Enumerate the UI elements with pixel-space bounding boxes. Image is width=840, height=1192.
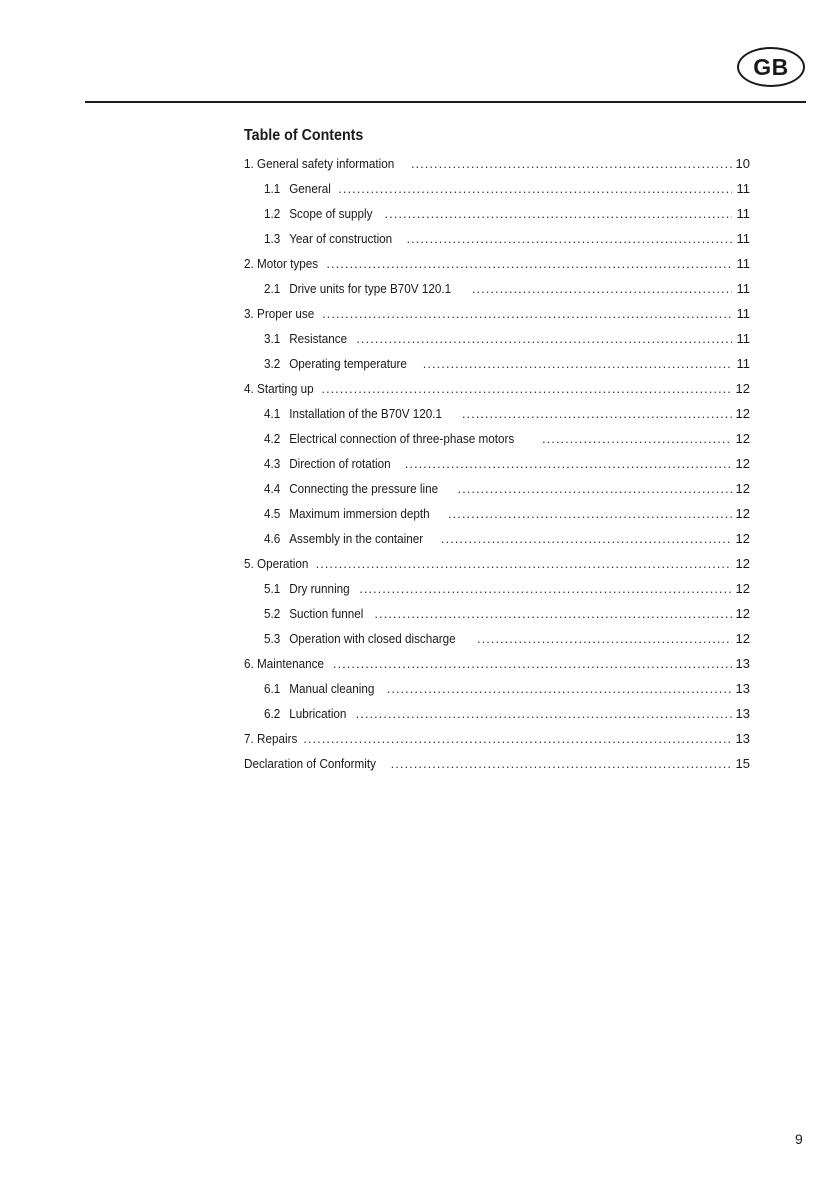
toc-entry[interactable] [244,404,750,429]
toc-entry-label [264,604,363,624]
toc-dot-leader [462,404,732,424]
toc-dot-leader [391,754,732,774]
toc-entry-page: 12 [735,556,750,571]
toc-dot-leader [387,679,732,699]
toc-entry-number: 4.6 [264,531,281,546]
toc-dot-leader [326,254,732,274]
toc-entry-number: 6.1 [264,681,281,696]
toc-entry[interactable] [244,579,750,604]
toc-dot-leader [356,329,732,349]
toc-entry-number: 7. [244,731,254,746]
toc-entry[interactable] [244,204,750,229]
toc-entry-text: Scope of supply [289,206,373,221]
toc-entry-label [264,454,391,474]
toc-entry-number: 4.3 [264,456,281,471]
toc-entry-page: 11 [736,356,750,371]
toc-entry-label [264,479,438,499]
toc-entry-page: 11 [736,306,750,321]
toc-entry-page: 15 [735,756,750,771]
toc-entry-page: 12 [735,606,750,621]
toc-entry-page: 13 [735,656,750,671]
toc-entry-text: Electrical connection of three-phase motors [289,431,515,446]
toc-dot-leader [477,629,732,649]
toc-entry[interactable] [244,604,750,629]
toc-entry-text: Connecting the pressure line [289,481,439,496]
toc-entry-text: Year of construction [289,231,393,246]
toc-entry-number: 4.2 [264,431,281,446]
toc-entry-label [244,379,314,399]
toc-entry[interactable] [244,154,750,179]
toc-entry[interactable] [244,254,750,279]
toc-dot-leader [441,529,732,549]
toc-entry-text: General [289,181,331,196]
toc-entry-text: Starting up [257,381,314,396]
toc-entry-label [264,179,331,199]
toc-dot-leader [423,354,732,374]
toc-entry-label [264,629,456,649]
toc-entry-page: 11 [736,256,750,271]
toc-dot-leader [359,579,732,599]
toc-entry[interactable] [244,479,750,504]
toc-dot-leader [472,279,732,299]
toc-entry-label [264,704,346,724]
toc-entry-text: Suction funnel [289,606,364,621]
toc-entry-label [264,579,350,599]
toc-dot-leader [356,704,732,724]
toc-entry-page: 12 [735,581,750,596]
toc-entry-page: 13 [735,706,750,721]
toc-entry[interactable] [244,454,750,479]
toc-entry-page: 12 [735,431,750,446]
toc-entry-text: Lubrication [289,706,347,721]
toc-entry-text: Motor types [257,256,319,271]
toc-entry-label [264,529,423,549]
toc-entry-label [244,254,318,274]
toc-entry-number: 4.4 [264,481,281,496]
toc-entry-number: 5. [244,556,254,571]
toc-dot-leader [411,154,732,174]
toc-entry-text: Maintenance [257,656,325,671]
toc-entry-number: 2.1 [264,281,281,296]
toc-entry-number: 4. [244,381,254,396]
toc-dot-leader [338,179,732,199]
toc-dot-leader [458,479,733,499]
toc-entry-page: 12 [735,481,750,496]
toc-list [244,154,750,779]
toc-dot-leader [405,454,732,474]
toc-entry-page: 12 [735,531,750,546]
toc-entry-label [264,279,451,299]
header-rule [85,101,806,103]
toc-entry-number: 3.2 [264,356,281,371]
toc-entry-text: Proper use [257,306,315,321]
toc-dot-leader [542,429,732,449]
toc-entry[interactable] [244,379,750,404]
toc-entry-label [264,229,392,249]
toc-entry-text: Dry running [289,581,350,596]
toc-entry[interactable] [244,729,750,754]
toc-entry-page: 11 [736,206,750,221]
toc-dot-leader [316,554,732,574]
toc-entry-number: 1.3 [264,231,281,246]
toc-entry-number: 3.1 [264,331,281,346]
toc-entry-page: 12 [735,506,750,521]
toc-entry-page: 10 [735,156,750,171]
toc-entry-number: 2. [244,256,254,271]
toc-entry-page: 12 [735,406,750,421]
toc-entry-label [244,754,376,774]
toc-dot-leader [448,504,732,524]
toc-entry-label [244,304,314,324]
toc-dot-leader [333,654,732,674]
toc-entry[interactable] [244,304,750,329]
toc-entry-page: 12 [735,456,750,471]
toc-entry-label [264,329,347,349]
toc-entry-page: 13 [735,731,750,746]
toc-title: Table of Contents [244,127,364,144]
toc-entry-text: Operation [257,556,309,571]
language-badge: GB [737,47,805,87]
toc-dot-leader [406,229,732,249]
toc-entry-label [264,679,374,699]
toc-entry-page: 12 [735,631,750,646]
toc-entry-page: 11 [736,331,750,346]
toc-entry-label [244,554,308,574]
toc-entry[interactable] [244,554,750,579]
toc-entry[interactable] [244,354,750,379]
toc-entry-text: Resistance [289,331,348,346]
toc-entry[interactable] [244,679,750,704]
toc-dot-leader [321,379,732,399]
toc-entry-label [264,204,372,224]
page-number: 9 [795,1131,803,1147]
toc-entry-text: Operating temperature [289,356,407,371]
toc-entry-label [264,354,407,374]
toc-entry-page: 11 [736,281,750,296]
toc-entry-number: 5.1 [264,581,281,596]
toc-dot-leader [322,304,732,324]
toc-entry-page: 11 [736,231,750,246]
toc-entry-text: Repairs [257,731,298,746]
toc-entry[interactable] [244,429,750,454]
toc-entry[interactable] [244,279,750,304]
toc-entry-page: 13 [735,681,750,696]
toc-entry[interactable] [244,704,750,729]
toc-entry[interactable] [244,529,750,554]
toc-entry-text: Declaration of Conformity [244,756,377,771]
toc-entry-page: 12 [735,381,750,396]
toc-entry-number: 1. [244,156,254,171]
toc-entry-number: 5.2 [264,606,281,621]
toc-entry[interactable] [244,229,750,254]
toc-dot-leader [374,604,732,624]
toc-dot-leader [385,204,732,224]
toc-entry-label [264,504,430,524]
toc-entry-label [244,154,394,174]
toc-entry-text: Manual cleaning [289,681,375,696]
toc-dot-leader [303,729,732,749]
toc-entry-text: Direction of rotation [289,456,391,471]
toc-entry-text: General safety information [257,156,395,171]
toc-entry-text: Drive units for type B70V 120.1 [289,281,452,296]
toc-entry[interactable] [244,629,750,654]
toc-entry-page: 11 [736,181,750,196]
toc-entry-number: 1.1 [264,181,281,196]
toc-entry[interactable] [244,329,750,354]
toc-entry-number: 5.3 [264,631,281,646]
toc-entry-text: Installation of the B70V 120.1 [289,406,443,421]
toc-entry-text: Maximum immersion depth [289,506,430,521]
toc-entry-text: Operation with closed discharge [289,631,456,646]
toc-entry[interactable] [244,179,750,204]
toc-entry[interactable] [244,754,750,779]
toc-entry[interactable] [244,654,750,679]
toc-entry-number: 6.2 [264,706,281,721]
toc-entry-text: Assembly in the container [289,531,424,546]
toc-entry-label [244,654,324,674]
toc-entry-number: 4.5 [264,506,281,521]
toc-entry-number: 3. [244,306,254,321]
toc-entry-number: 1.2 [264,206,281,221]
toc-entry-label [264,429,514,449]
toc-entry[interactable] [244,504,750,529]
toc-entry-number: 4.1 [264,406,281,421]
toc-entry-label [264,404,442,424]
toc-entry-number: 6. [244,656,254,671]
toc-entry-label [244,729,297,749]
